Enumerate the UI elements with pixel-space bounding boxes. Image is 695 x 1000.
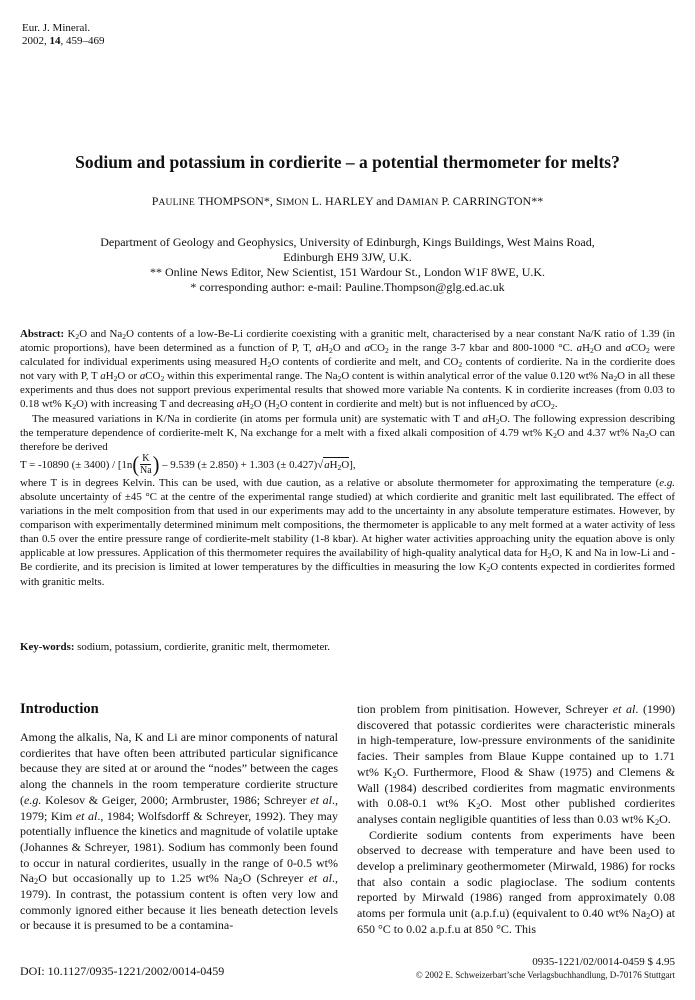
author-1: PAULINE THOMPSON*: [151, 194, 270, 208]
abstract-label: Abstract:: [20, 328, 65, 340]
body-column-left: [20, 730, 338, 934]
abstract-paragraph-2: The measured variations in K/Na in cordierite (in atoms per formula unit) are systematic with T and $aH_2O$. The following expression describing the temperature dependence of cordierite-melt K, Na exchange for a melt with a fixed alkali composition of 4.79 wt% $K_2O$ and 4.37 wt% $Na_2O$ can therefore be derived: [20, 412, 676, 453]
abstract: [20, 327, 675, 589]
abstract-paragraph-1: Abstract: $K_2O$ and $Na_2O$ contents of a low-Be-Li cordierite coexisting with a granitic melt, characterised by a near constant Na/K ratio of 1.39 (in atomic proportions), have been determined as a function of P, T, $aH_2O$ and aCO$_2$ in the range 3-7 kbar and 800-1000 °C. $aH_2O$ and aCO$_2$ were calculated for individual experiments using measured $H_2O$ contents of cordierite and melt, and $CO_2$ contents of cordierite. Na in the cordierite does not vary with P, T $aH_2O$ or aCO$_2$ within this experimental range. The $Na_2O$ content is within analytical error of the value 0.120 wt% $Na_2O$ in all these experiments and thus does not support previous experimental results that showed more variable Na contents. K in cordierite increases (from 0.03 to 0.18 wt% $K_2O$) with increasing T and decreasing $aH_2O$ ($H_2O$ content in cordierite and melt) but is not influenced by aCO$_2$.: [20, 328, 676, 412]
k-na-fraction: $\frac{K}{Na}$: [140, 453, 152, 477]
corresponding-author: * corresponding author: e-mail: Pauline.Thompson@glg.ed.ac.uk: [190, 280, 505, 294]
body-paragraph: tion problem from pinitisation. However, Schreyer et al. (1990) discovered that potassic cordierites were characteristic minerals in high-temperature, low-pressure environments of the sanidinite facies. Their samples from Blaue Kuppe contained up to 1.71 wt% $K_2O$. Furthermore, Flood & Shaw (1975) and Clemens & Wall (1984) described cordierites from magmatic environments with 0.08-0.1 wt% $K_2O$. Most other published cordierites analyses contain negligible quantities of less than 0.03 wt% $K_2O$.: [357, 702, 675, 827]
author-list: PAULINE THOMPSON*, SIMON L. HARLEY and DAMIAN P. CARRINGTON**: [151, 194, 544, 208]
affiliation-line: Department of Geology and Geophysics, University of Edinburgh, Kings Buildings, West Mains Road,: [100, 235, 595, 249]
affiliation-line: ** Online News Editor, New Scientist, 151 Wardour St., London W1F 8WE, U.K.: [149, 265, 546, 279]
body-paragraph: Among the alkalis, Na, K and Li are minor components of natural cordierites that have often been attributed particular significance because they are sited at or around the “nodes” between the cages along the channels in the room temperature cordierite structure (e.g. Kolesov & Geiger, 2000; Armbruster, 1986; Schreyer et al., 1979; Kim et al., 1984; Wolfsdorff & Schreyer, 1992). They may potentially influence the kinetics and magnitude of volatile uptake (Johannes & Schreyer, 1981). Sodium has commonly been found to occur in natural cordierites, usually in the range of 0-0.5 wt% $Na_2O$ but occasionally up to 1.25 wt% $Na_2O$ (Schreyer et al., 1979). In contrast, the potassium content is often very low and commonly ignored either because it lies beneath detection levels or because it is presumed to be a contamina-: [20, 730, 338, 933]
paper-title: Sodium and potassium in cordierite – a potential thermometer for melts?: [75, 152, 620, 172]
doi-footer: DOI: 10.1127/0935-1221/2002/0014-0459: [20, 964, 225, 978]
journal-citation: [22, 22, 105, 48]
body-paragraph: Cordierite sodium contents from experiments have been observed to decrease with temperature and have been used to develop a preliminary geothermometer (Mirwald, 1986) for rocks that also contain a sodic plagioclase. The sodium contents reported by Mirwald (1986) ranged from approximately 0.08 atoms per formula unit (a.p.f.u) (equivalent to 0.40 wt% $Na_2O$) at 650 °C to 0.02 a.p.f.u at 850 °C. This: [357, 827, 675, 936]
journal-volume-line: 2002, 14, 459–469: [22, 35, 105, 47]
author-2: SIMON L. HARLEY: [275, 194, 374, 208]
thermometer-equation: T = -10890 (± 3400) / [1n ( $\frac{K}{Na}$ ) – 9.539 (± 2.850) + 1.303 (± 0.427)√ $aH_2O$ ],: [20, 452, 356, 477]
body-column-right: [357, 702, 675, 938]
keywords-label: Key-words:: [20, 641, 75, 653]
journal-name: Eur. J. Mineral.: [22, 22, 91, 34]
keywords: Key-words: sodium, potassium, cordierite, granitic melt, thermometer.: [20, 641, 331, 653]
abstract-paragraph-3: where T is in degrees Kelvin. This can be used, with due caution, as a relative or absolute thermometer for approximating the temperature (e.g. absolute uncertainty of ±45 °C at the centre of the experimental range studied) at which cordierite and granitic melt last equilibrated. The effect of variations in the melt composition from that used in our experiments may add to the uncertainty in any absolute temperature estimates. However, by comparison with experimentally determined minimum melt compositions, the thermometer is applicable to any melt formed at a water activity of less than 0.5 over the entire pressure range of cordierite-melt stability (1-8 kbar). At higher water activities approaching unity the equation above is only applicable at low pressures. Application of this thermometer requires the availability of high-quality analytical data for $H_2O$, K and Na in low-Li and -Be cordierite, and its precision is limited at lower temperatures by the difficulties in measuring the low $K_2O$ contents expected in cordierites formed with granitic melts.: [20, 476, 675, 588]
publisher-copyright: © 2002 E. Schweizerbart’sche Verlagsbuchhandlung, D-70176 Stuttgart: [415, 970, 675, 980]
affiliation-line: Edinburgh EH9 3JW, U.K.: [283, 250, 412, 264]
issn-footer: [416, 956, 675, 982]
affiliation-block: [40, 235, 655, 295]
author-3: DAMIAN P. CARRINGTON**: [396, 194, 544, 208]
issn-price: 0935-1221/02/0014-0459 $ 4.95: [532, 956, 675, 968]
section-heading-introduction: Introduction: [20, 701, 99, 717]
